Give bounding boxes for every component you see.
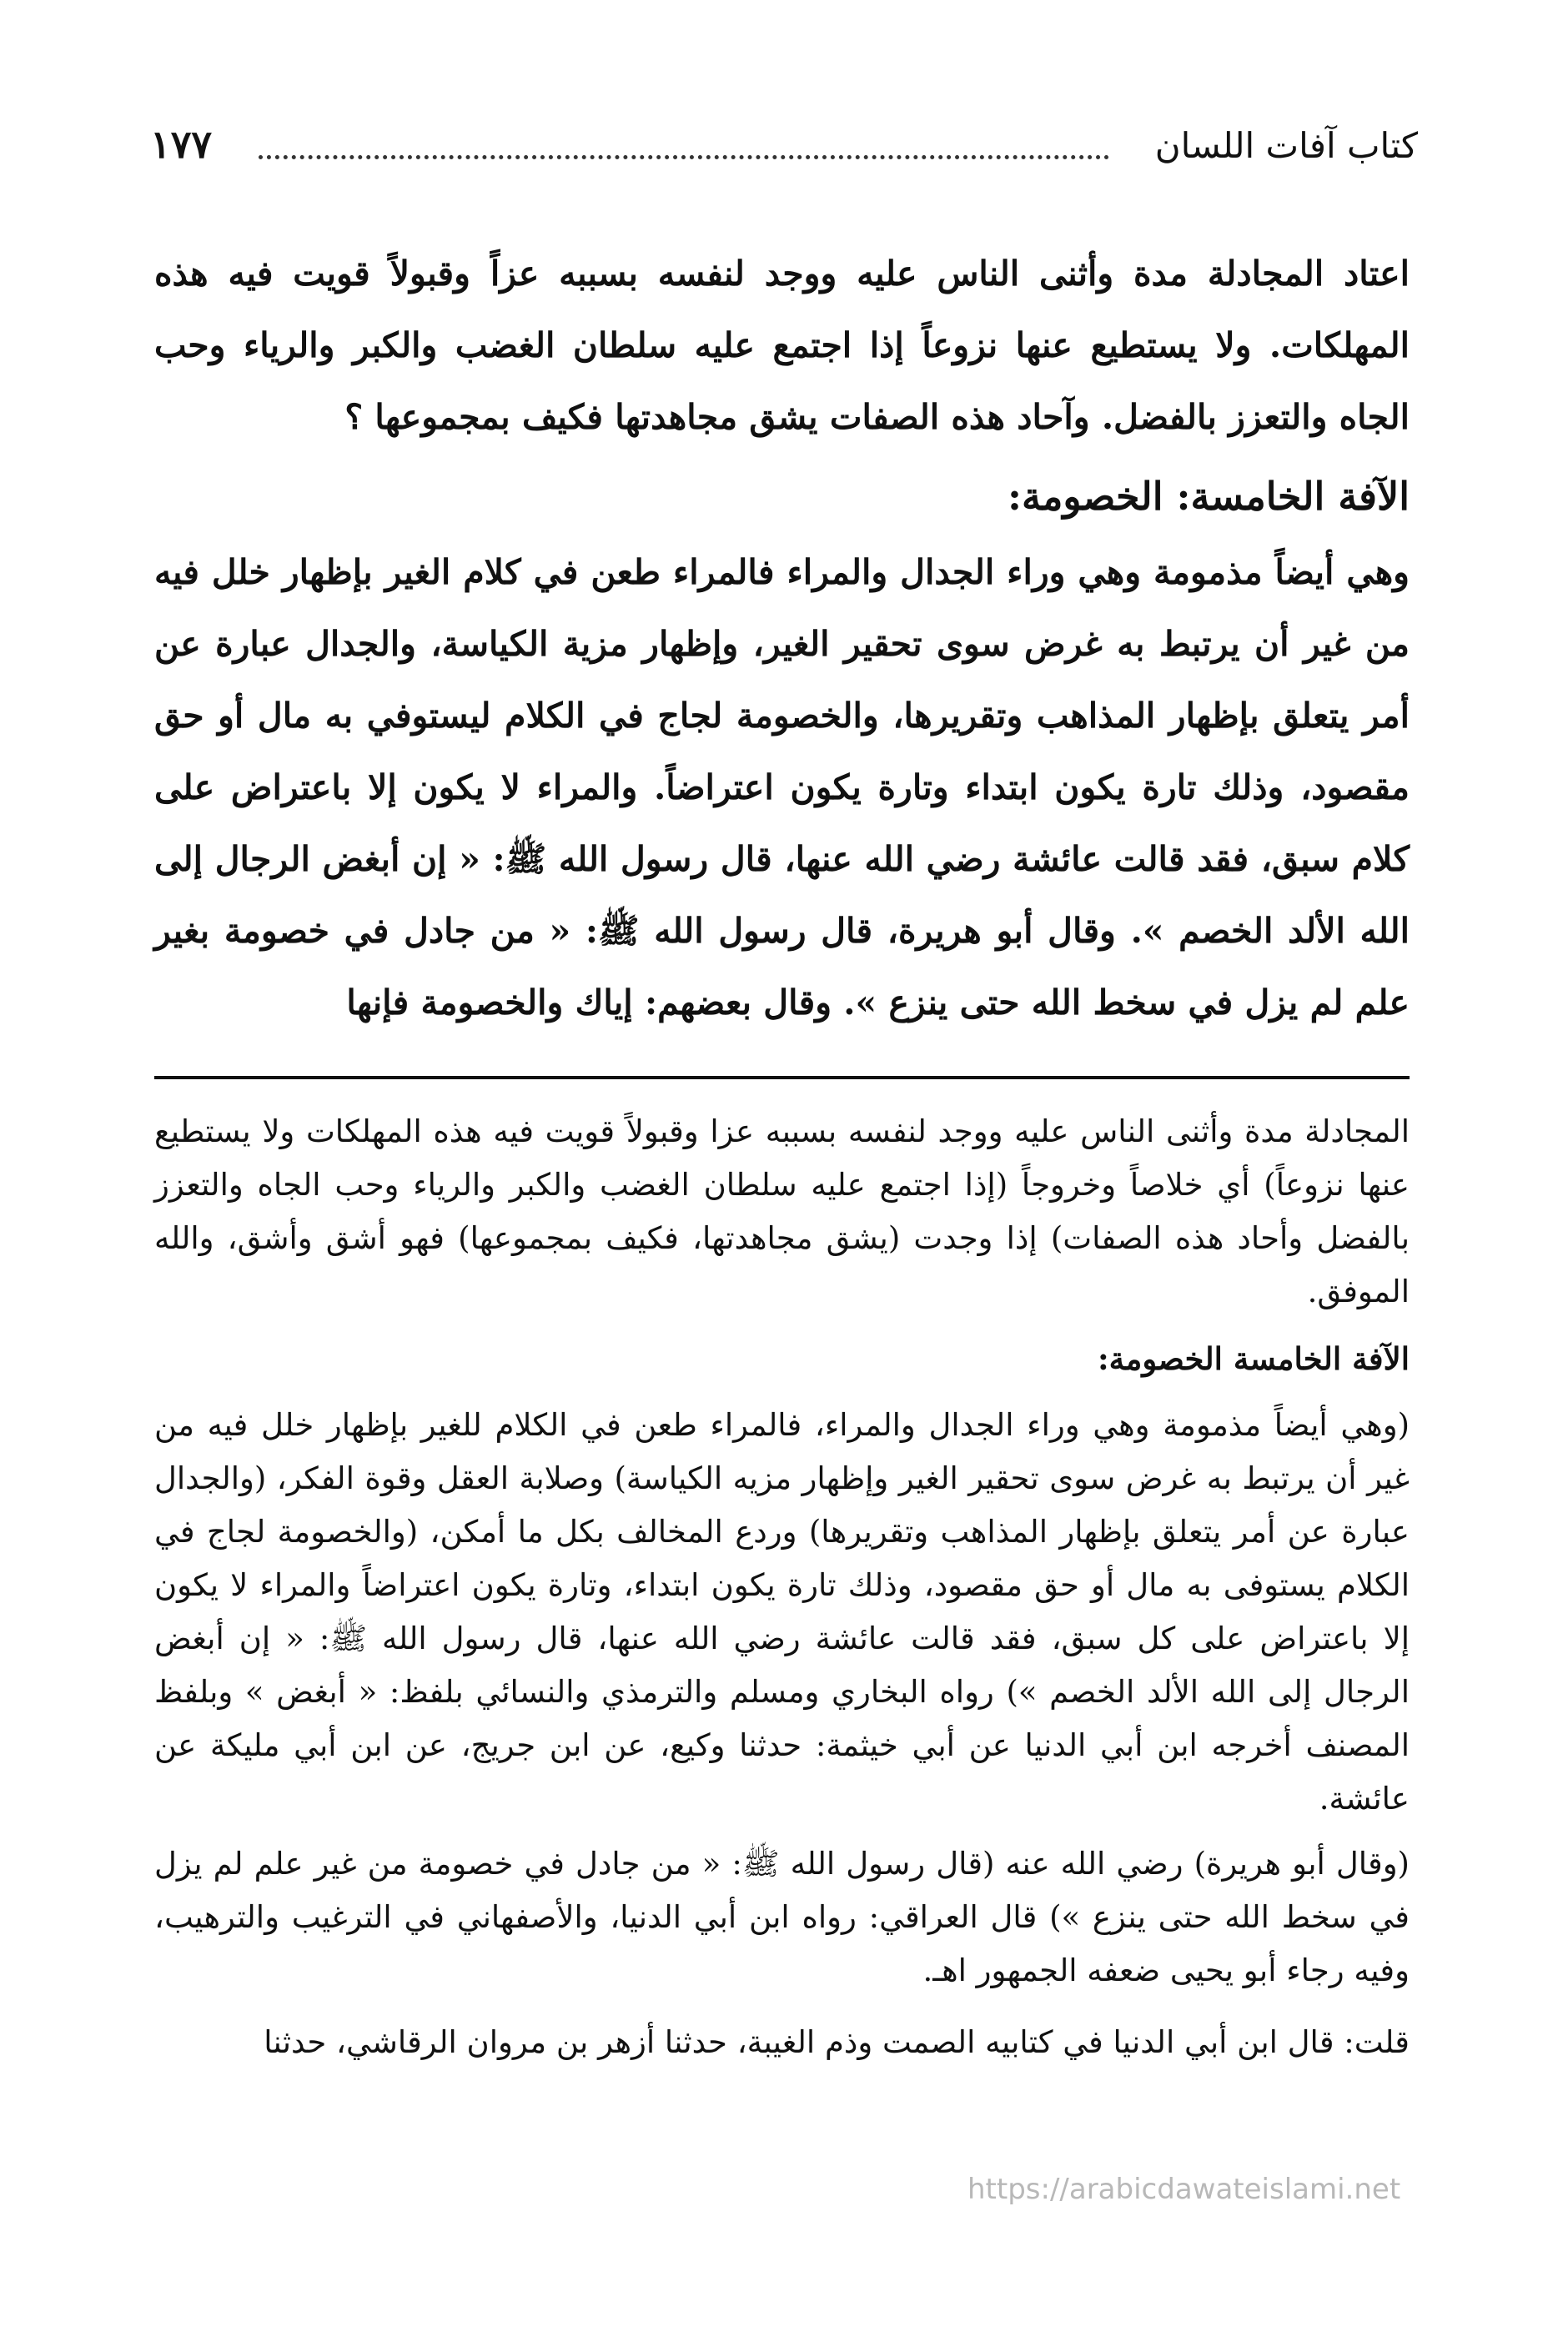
section-heading: الآفة الخامسة: الخصومة: [1008, 474, 1410, 519]
main-paragraph: اعتاد المجادلة مدة وأثنى الناس عليه ووجد لنفسه بسببه عزاً وقبولاً قويت فيه هذه المهلكات. ولا يستطيع عنها نزوعاً إذا اجتمع عليه سلطان الغضب والكبر والرياء وحب الجاه والتعزز بالفضل. وآحاد هذه الصفات يشق مجاهدتها فكيف بمجموعها ؟ [154, 254, 1410, 437]
separator-line [154, 1076, 1410, 1079]
commentary-heading: الآفة الخامسة الخصومة: [1098, 1340, 1410, 1377]
header-dot-leader [259, 155, 1109, 159]
watermark-url: https://arabicdawateislami.net [967, 2173, 1401, 2206]
running-header [150, 122, 1418, 175]
commentary-paragraph: المجادلة مدة وأثنى الناس عليه ووجد لنفسه بسببه عزا وقبولاً قويت فيه هذه المهلكات ولا يستطيع عنها نزوعاً) أي خلاصاً وخروجاً (إذا اجتمع عليه سلطان الغضب والكبر والرياء وحب الجاه والتعزز بالفضل وأحاد هذه الصفات) إذا وجدت (يشق مجاهدتها، فكيف بمجموعها) فهو أشق وأشق، والله الموفق. [154, 1113, 1410, 1309]
main-text [154, 238, 1410, 1038]
commentary-paragraph: (وقال أبو هريرة) رضي الله عنه (قال رسول الله ﷺ: « من جادل في خصومة من غير علم لم يزل في سخط الله حتى ينزع ») قال العراقي: رواه ابن أبي الدنيا، والأصفهاني في الترغيب والترهيب، وفيه رجاء أبو يحيى ضعفه الجمهور اهـ. [154, 1846, 1410, 1988]
book-title: كتاب آفات اللسان [1154, 125, 1418, 166]
commentary-paragraph: (وهي أيضاً مذمومة وهي وراء الجدال والمراء، فالمراء طعن في الكلام للغير بإظهار خلل فيه من غير أن يرتبط به غرض سوى تحقير الغير وإظهار مزيه الكياسة) وصلابة العقل وقوة الفكر، (والجدال عبارة عن أمر يتعلق بإظهار المذاهب وتقريرها) وردع المخالف بكل ما أمكن، (والخصومة لجاج في الكلام يستوفى به مال أو حق مقصود، وذلك تارة يكون ابتداء، وتارة يكون اعتراضاً والمراء لا يكون إلا باعتراض على كل سبق، فقد قالت عائشة رضي الله عنها، قال رسول الله ﷺ: « إن أبغض الرجال إلى الله الألد الخصم ») رواه البخاري ومسلم والترمذي والنسائي بلفظ: « أبغض » وبلفظ المصنف أخرجه ابن أبي الدنيا عن أبي خيثمة: حدثنا وكيع، عن ابن جريج، عن ابن أبي مليكة عن عائشة. [154, 1407, 1410, 1817]
main-paragraph: وهي أيضاً مذمومة وهي وراء الجدال والمراء فالمراء طعن في كلام الغير بإظهار خلل فيه من غير أن يرتبط به غرض سوى تحقير الغير، وإظهار مزية الكياسة، والجدال عبارة عن أمر يتعلق بإظهار المذاهب وتقريرها، والخصومة لجاج في الكلام ليستوفي به مال أو حق مقصود، وذلك تارة يكون ابتداء وتارة يكون اعتراضاً. والمراء لا يكون إلا باعتراض على كلام سبق، فقد قالت عائشة رضي الله عنها، قال رسول الله ﷺ: « إن أبغض الرجال إلى الله الألد الخصم ». وقال أبو هريرة، قال رسول الله ﷺ: « من جادل في خصومة بغير علم لم يزل في سخط الله حتى ينزع ». وقال بعضهم: إياك والخصومة فإنها [154, 552, 1410, 1023]
page-number: ١٧٧ [150, 122, 213, 167]
commentary-paragraph: قلت: قال ابن أبي الدنيا في كتابيه الصمت وذم الغيبة، حدثنا أزهر بن مروان الرقاشي، حدثنا [264, 2024, 1410, 2060]
commentary-text [154, 1105, 1410, 2081]
